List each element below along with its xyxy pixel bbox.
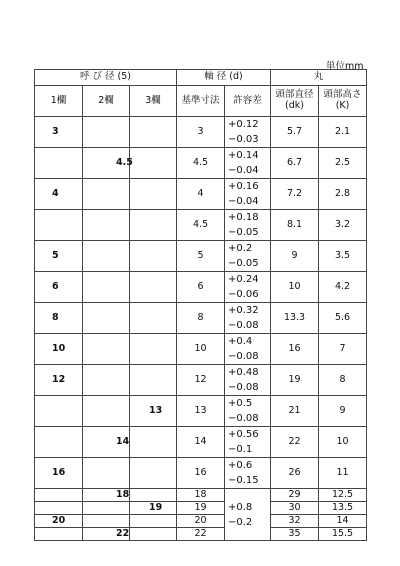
tolerance-minus: −0.05 bbox=[228, 227, 259, 238]
tolerance-plus: +0.12 bbox=[228, 119, 259, 130]
tolerance-minus: −0.08 bbox=[228, 320, 259, 331]
table-row bbox=[35, 179, 367, 210]
tolerance-minus: −0.08 bbox=[228, 413, 259, 424]
table-row bbox=[35, 458, 367, 489]
col3-cell bbox=[130, 210, 177, 241]
col2-cell bbox=[83, 210, 130, 241]
table-row bbox=[35, 334, 367, 365]
col2-cell bbox=[83, 241, 130, 272]
basic-size-cell: 13 bbox=[177, 396, 225, 427]
head-diameter-cell: 9 bbox=[271, 241, 319, 272]
col2-cell bbox=[83, 396, 130, 427]
head-height-cell: 14 bbox=[319, 515, 367, 528]
tolerance-cell bbox=[225, 117, 271, 148]
tolerance-cell bbox=[225, 427, 271, 458]
tolerance-cell bbox=[225, 303, 271, 334]
col1-cell: 4 bbox=[35, 179, 83, 210]
tolerance-minus: −0.03 bbox=[228, 134, 259, 145]
col1-cell: 8 bbox=[35, 303, 83, 334]
tolerance-minus: −0.2 bbox=[228, 516, 253, 528]
tolerance-cell bbox=[225, 365, 271, 396]
unit-label: 単位mm bbox=[326, 61, 364, 72]
head-height-cell: 3.5 bbox=[319, 241, 367, 272]
table-row bbox=[35, 148, 367, 179]
tolerance-cell bbox=[225, 241, 271, 272]
col1-cell bbox=[35, 489, 83, 502]
nominal-diameter-header: 呼 び 径 (5) bbox=[35, 70, 177, 86]
tolerance-plus: +0.8 bbox=[228, 501, 253, 513]
col1-cell bbox=[35, 427, 83, 458]
head-height-label: 頭部高さ bbox=[323, 89, 362, 101]
col1-cell bbox=[35, 528, 83, 541]
head-diameter-header bbox=[271, 86, 319, 117]
tolerance-plus: +0.14 bbox=[228, 150, 259, 161]
col2-cell bbox=[83, 179, 130, 210]
tolerance-cell bbox=[225, 272, 271, 303]
basic-size-cell: 22 bbox=[177, 528, 225, 541]
tolerance-cell bbox=[225, 334, 271, 365]
tolerance-cell bbox=[225, 148, 271, 179]
col2-cell bbox=[83, 117, 130, 148]
table-row bbox=[35, 241, 367, 272]
col2-cell bbox=[83, 303, 130, 334]
col3-cell bbox=[130, 515, 177, 528]
head-height-cell: 8 bbox=[319, 365, 367, 396]
col1-cell: 20 bbox=[35, 515, 83, 528]
tolerance-minus: −0.08 bbox=[228, 382, 259, 393]
basic-size-cell: 8 bbox=[177, 303, 225, 334]
col3-cell: 19 bbox=[130, 502, 177, 515]
tolerance-minus: −0.1 bbox=[228, 444, 253, 455]
head-diameter-cell: 21 bbox=[271, 396, 319, 427]
head-height-cell: 2.5 bbox=[319, 148, 367, 179]
basic-size-cell: 16 bbox=[177, 458, 225, 489]
head-diameter-cell: 6.7 bbox=[271, 148, 319, 179]
head-diameter-cell: 8.1 bbox=[271, 210, 319, 241]
tolerance-plus: +0.32 bbox=[228, 305, 259, 316]
col1-cell: 6 bbox=[35, 272, 83, 303]
head-diameter-symbol: (dk) bbox=[285, 100, 304, 111]
table-row bbox=[35, 489, 367, 502]
basic-size-cell: 4 bbox=[177, 179, 225, 210]
tolerance-plus: +0.2 bbox=[228, 243, 253, 254]
col2-cell bbox=[83, 458, 130, 489]
head-height-symbol: (K) bbox=[335, 100, 350, 111]
head-diameter-cell: 19 bbox=[271, 365, 319, 396]
tolerance-minus: −0.06 bbox=[228, 289, 259, 300]
basic-size-cell: 4.5 bbox=[177, 148, 225, 179]
head-diameter-cell: 10 bbox=[271, 272, 319, 303]
round-head-header: 丸 bbox=[271, 70, 367, 86]
head-diameter-cell: 7.2 bbox=[271, 179, 319, 210]
table-row bbox=[35, 365, 367, 396]
col1-cell: 3 bbox=[35, 117, 83, 148]
col2-cell bbox=[83, 515, 130, 528]
table-row bbox=[35, 272, 367, 303]
tolerance-plus: +0.6 bbox=[228, 460, 253, 471]
col2-header: 2欄 bbox=[83, 86, 130, 117]
head-diameter-cell: 32 bbox=[271, 515, 319, 528]
shank-diameter-header: 軸 径 (d) bbox=[177, 70, 271, 86]
col3-cell bbox=[130, 303, 177, 334]
basic-size-cell: 14 bbox=[177, 427, 225, 458]
basic-size-cell: 12 bbox=[177, 365, 225, 396]
head-height-cell: 11 bbox=[319, 458, 367, 489]
col3-cell bbox=[130, 334, 177, 365]
head-diameter-cell: 30 bbox=[271, 502, 319, 515]
basic-size-cell: 10 bbox=[177, 334, 225, 365]
tolerance-minus: −0.04 bbox=[228, 196, 259, 207]
col2-cell bbox=[83, 502, 130, 515]
col3-cell bbox=[130, 458, 177, 489]
tolerance-minus: −0.15 bbox=[228, 475, 259, 486]
basic-size-cell: 6 bbox=[177, 272, 225, 303]
col1-cell bbox=[35, 148, 83, 179]
head-diameter-cell: 5.7 bbox=[271, 117, 319, 148]
basic-size-cell: 20 bbox=[177, 515, 225, 528]
head-height-cell: 3.2 bbox=[319, 210, 367, 241]
basic-size-cell: 5 bbox=[177, 241, 225, 272]
tolerance-minus: −0.08 bbox=[228, 351, 259, 362]
head-height-cell: 2.1 bbox=[319, 117, 367, 148]
col2-cell: 18 bbox=[83, 489, 130, 502]
tolerance-header: 許容差 bbox=[225, 86, 271, 117]
tolerance-plus: +0.16 bbox=[228, 181, 259, 192]
tolerance-cell bbox=[225, 396, 271, 427]
col3-cell bbox=[130, 272, 177, 303]
tolerance-plus: +0.24 bbox=[228, 274, 259, 285]
head-diameter-label: 頭部直径 bbox=[275, 89, 314, 101]
table-row bbox=[35, 396, 367, 427]
col1-cell: 16 bbox=[35, 458, 83, 489]
col1-cell bbox=[35, 396, 83, 427]
head-height-cell: 7 bbox=[319, 334, 367, 365]
basic-size-cell: 3 bbox=[177, 117, 225, 148]
head-height-cell: 12.5 bbox=[319, 489, 367, 502]
table-row bbox=[35, 117, 367, 148]
head-diameter-cell: 13.3 bbox=[271, 303, 319, 334]
head-height-cell: 13.5 bbox=[319, 502, 367, 515]
col2-cell bbox=[83, 334, 130, 365]
col1-cell bbox=[35, 502, 83, 515]
head-height-cell: 15.5 bbox=[319, 528, 367, 541]
col3-cell bbox=[130, 528, 177, 541]
head-height-cell: 9 bbox=[319, 396, 367, 427]
col1-cell bbox=[35, 210, 83, 241]
head-height-cell: 2.8 bbox=[319, 179, 367, 210]
head-height-cell: 5.6 bbox=[319, 303, 367, 334]
head-diameter-cell: 35 bbox=[271, 528, 319, 541]
col3-cell bbox=[130, 365, 177, 396]
col1-cell: 5 bbox=[35, 241, 83, 272]
basic-size-cell: 4.5 bbox=[177, 210, 225, 241]
tolerance-plus: +0.18 bbox=[228, 212, 259, 223]
basic-size-cell: 19 bbox=[177, 502, 225, 515]
head-diameter-cell: 26 bbox=[271, 458, 319, 489]
tolerance-cell bbox=[225, 210, 271, 241]
table-row bbox=[35, 427, 367, 458]
tolerance-cell bbox=[225, 489, 271, 541]
tolerance-minus: −0.05 bbox=[228, 258, 259, 269]
table-row bbox=[35, 303, 367, 334]
screw-dimension-table bbox=[34, 69, 367, 541]
col3-cell bbox=[130, 427, 177, 458]
basic-size-cell: 18 bbox=[177, 489, 225, 502]
tolerance-minus: −0.04 bbox=[228, 165, 259, 176]
head-height-header bbox=[319, 86, 367, 117]
col3-cell: 13 bbox=[130, 396, 177, 427]
head-diameter-cell: 29 bbox=[271, 489, 319, 502]
table-row bbox=[35, 502, 367, 515]
tolerance-plus: +0.48 bbox=[228, 367, 259, 378]
tolerance-cell bbox=[225, 179, 271, 210]
basic-size-header: 基準寸法 bbox=[177, 86, 225, 117]
table-row bbox=[35, 515, 367, 528]
col3-cell bbox=[130, 148, 177, 179]
col3-cell bbox=[130, 117, 177, 148]
col3-header: 3欄 bbox=[130, 86, 177, 117]
table-row bbox=[35, 210, 367, 241]
head-diameter-cell: 22 bbox=[271, 427, 319, 458]
col3-cell bbox=[130, 179, 177, 210]
table-row bbox=[35, 528, 367, 541]
tolerance-cell bbox=[225, 458, 271, 489]
col1-header: 1欄 bbox=[35, 86, 83, 117]
head-diameter-cell: 16 bbox=[271, 334, 319, 365]
head-height-cell: 10 bbox=[319, 427, 367, 458]
tolerance-plus: +0.4 bbox=[228, 336, 253, 347]
col3-cell bbox=[130, 241, 177, 272]
col1-cell: 10 bbox=[35, 334, 83, 365]
col2-cell: 22 bbox=[83, 528, 130, 541]
tolerance-plus: +0.56 bbox=[228, 429, 259, 440]
col2-cell bbox=[83, 365, 130, 396]
col2-cell: 4.5 bbox=[83, 148, 130, 179]
head-height-cell: 4.2 bbox=[319, 272, 367, 303]
col2-cell: 14 bbox=[83, 427, 130, 458]
col2-cell bbox=[83, 272, 130, 303]
col3-cell bbox=[130, 489, 177, 502]
col1-cell: 12 bbox=[35, 365, 83, 396]
tolerance-plus: +0.5 bbox=[228, 398, 253, 409]
